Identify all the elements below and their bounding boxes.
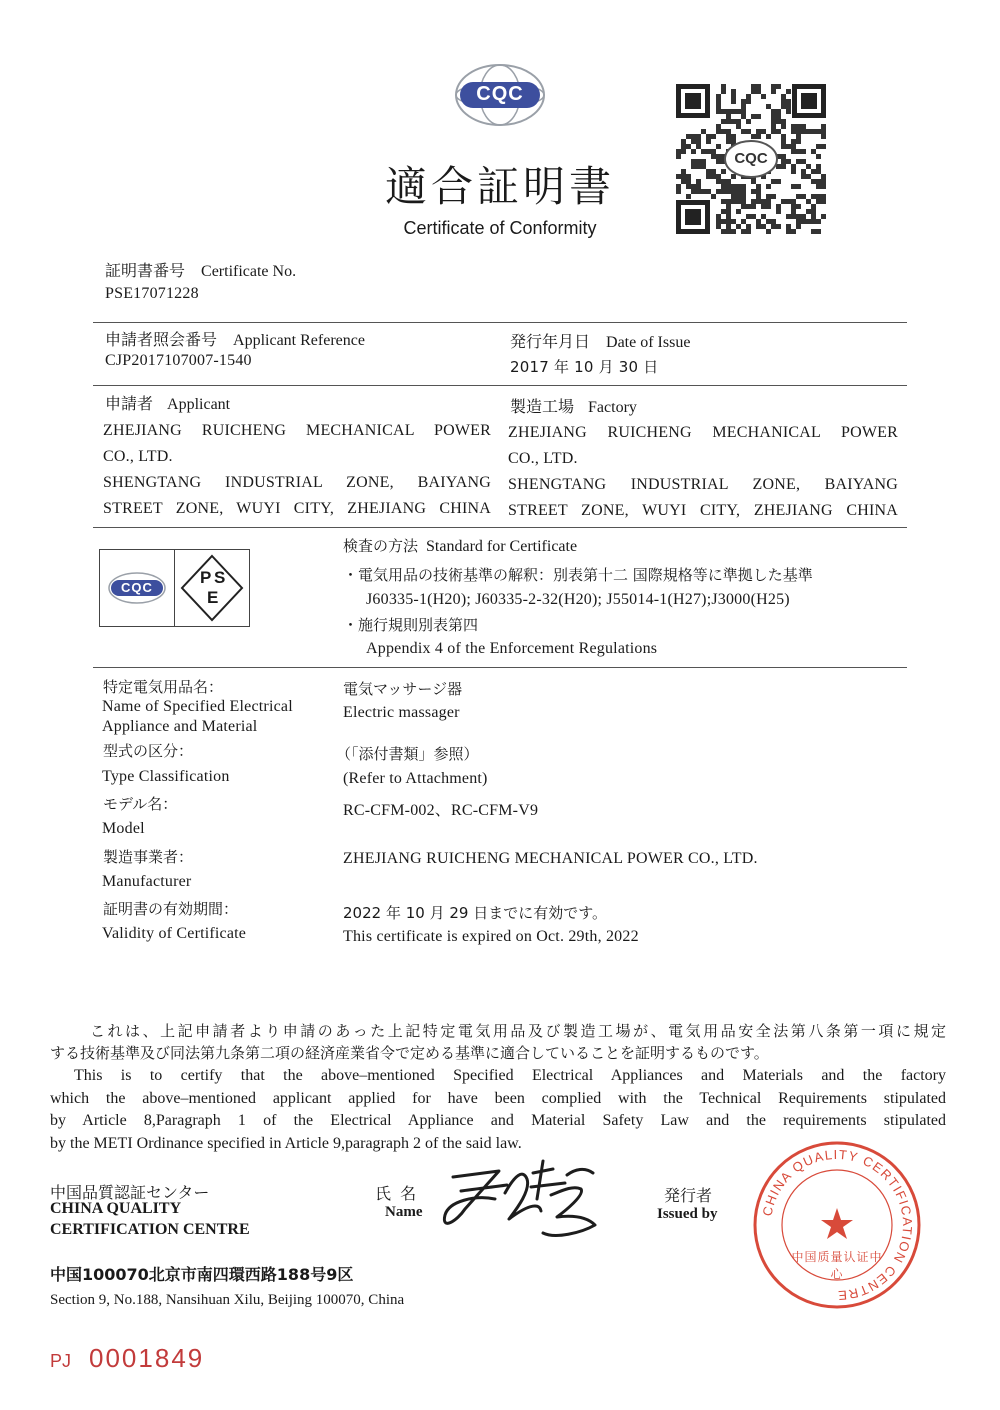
factory-address-line: SHENGTANG INDUSTRIAL ZONE, BAIYANG [508,476,898,493]
statement-jp-line: する技術基準及び同法第九条第二項の経済産業省令で定める基準に適合していることを証明するものです。 [50,1044,769,1062]
statement-en-line: by Article 8,Paragraph 1 of the Electrical Appliance and Material Safety Law and the requirements stipulated [50,1112,946,1129]
certificate-no-value: PSE17071228 [105,285,199,302]
product-name-value-en: Electric massager [343,704,460,721]
cqc-logo [452,62,548,128]
validity-label-jp: 証明書の有効期間： [103,900,239,918]
divider [93,527,907,528]
applicant-reference-label-en: Applicant Reference [233,332,365,349]
type-label-en: Type Classification [102,768,230,785]
issuer-org-jp: 中国品質認証センター [50,1183,210,1202]
title-en: Certificate of Conformity [403,218,597,238]
applicant-label-en: Applicant [167,396,231,413]
model-label-en: Model [102,820,145,837]
issuer-org-en: CERTIFICATION CENTRE [50,1221,250,1238]
name-label-jp: 氏 名 [375,1184,419,1203]
applicant-address-line: CO., LTD. [103,448,173,465]
cqc-logo-text: CQC [476,83,524,105]
factory-address-line: ZHEJIANG RUICHENG MECHANICAL POWER [508,424,898,441]
seal-ring-text: CHINA QUALITY CERTIFICATION CENTRE [759,1146,916,1304]
serial-prefix: PJ [50,1351,72,1371]
address-en: Section 9, No.188, Nansihuan Xilu, Beijing 100070, China [50,1292,405,1308]
validity-value-en: This certificate is expired on Oct. 29th, 2022 [343,928,639,945]
pse-letter-s: S [214,568,226,587]
issued-by-label-en: Issued by [657,1206,718,1222]
standard-label-en: Standard for Certificate [426,538,578,555]
type-value-en: (Refer to Attachment) [343,770,488,787]
applicant-address-line: ZHEJIANG RUICHENG MECHANICAL POWER [103,422,491,439]
statement-jp-line: これは、上記申請者より申請のあった上記特定電気用品及び製造工場が、電気用品安全法第八条第一項に規定 [90,1022,946,1040]
standard-item1-jp: ・電気用品の技術基準の解釈：別表第十二 国際規格等に準拠した基準 [343,566,813,584]
product-name-label-en: Appliance and Material [102,718,258,735]
divider [93,667,907,668]
factory-address-line: CO., LTD. [508,450,578,467]
applicant-reference-value: CJP2017107007-1540 [105,352,252,369]
marks-box [99,549,250,627]
statement-jp [50,1020,946,1064]
cqc-mark-text: CQC [121,580,153,595]
date-of-issue-label-en: Date of Issue [606,334,691,351]
date-of-issue-label-jp: 発行年月日 [510,332,591,351]
validity-label-en: Validity of Certificate [102,925,247,942]
standard-item2-en: Appendix 4 of the Enforcement Regulations [366,640,658,657]
standard-item1-en: J60335-1(H20); J60335-2-32(H20); J55014-1(H27);J3000(H25) [366,591,790,608]
date-of-issue-value: 2017 年 10 月 30 日 [510,358,659,376]
serial-number: 0001849 [89,1343,205,1373]
official-seal [752,1140,922,1310]
certificate-no-label-jp: 証明書番号 [105,261,186,280]
divider [93,322,907,323]
statement-en-line: This is to certify that the above–mentioned Specified Electrical Appliances and Materials and the factory [74,1067,946,1084]
validity-value-jp: 2022 年 10 月 29 日までに有効です。 [343,904,607,922]
model-value: RC-CFM-002、RC-CFM-V9 [343,802,539,819]
factory-label-jp: 製造工場 [510,397,575,416]
standard-label-jp: 検査の方法 [343,537,419,555]
statement-en-line: which the above–mentioned applicant applied for have been complied with the Technical Requirements stipulated [50,1089,946,1107]
type-label-jp: 型式の区分： [103,742,194,760]
address-cn: 中国100070北京市南四環西路188号9区 [50,1265,354,1284]
title-jp: 適合証明書 [385,162,616,211]
pse-diamond-icon [176,550,248,626]
standard-item2-jp: ・施行規則別表第四 [343,616,479,634]
pse-letter-p: P [200,568,212,587]
name-label-en: Name [385,1204,423,1220]
applicant-address-line: STREET ZONE, WUYI CITY, ZHEJIANG CHINA [103,500,491,517]
applicant-address-line: SHENGTANG INDUSTRIAL ZONE, BAIYANG [103,474,491,491]
manufacturer-value: ZHEJIANG RUICHENG MECHANICAL POWER CO., LTD. [343,850,758,867]
divider [93,385,907,386]
qr-logo-text: CQC [734,150,768,167]
qr-code [672,80,830,238]
manufacturer-label-jp: 製造事業者： [103,848,194,866]
type-value-jp: （「添付書類」参照） [336,745,479,763]
seal-center-text: 中国质量认证中心 [791,1250,883,1281]
issuer-org-en: CHINA QUALITY [50,1200,182,1217]
certificate-no-label-en: Certificate No. [201,263,297,280]
model-label-jp: モデル名： [103,795,178,813]
signature [435,1155,610,1245]
factory-label-en: Factory [588,399,637,416]
product-name-label-en: Name of Specified Electrical [102,698,293,715]
pse-letter-e: E [207,588,219,607]
product-name-value-jp: 電気マッサージ器 [343,680,463,698]
applicant-label-jp: 申請者 [105,394,154,413]
factory-address-line: STREET ZONE, WUYI CITY, ZHEJIANG CHINA [508,502,898,519]
applicant-reference-label-jp: 申請者照会番号 [105,330,218,349]
product-name-label-jp: 特定電気用品名： [103,678,224,696]
statement-en-line: by the METI Ordinance specified in Article 9,paragraph 2 of the said law. [50,1134,522,1152]
manufacturer-label-en: Manufacturer [102,873,192,890]
issued-by-label-jp: 発行者 [664,1186,713,1205]
